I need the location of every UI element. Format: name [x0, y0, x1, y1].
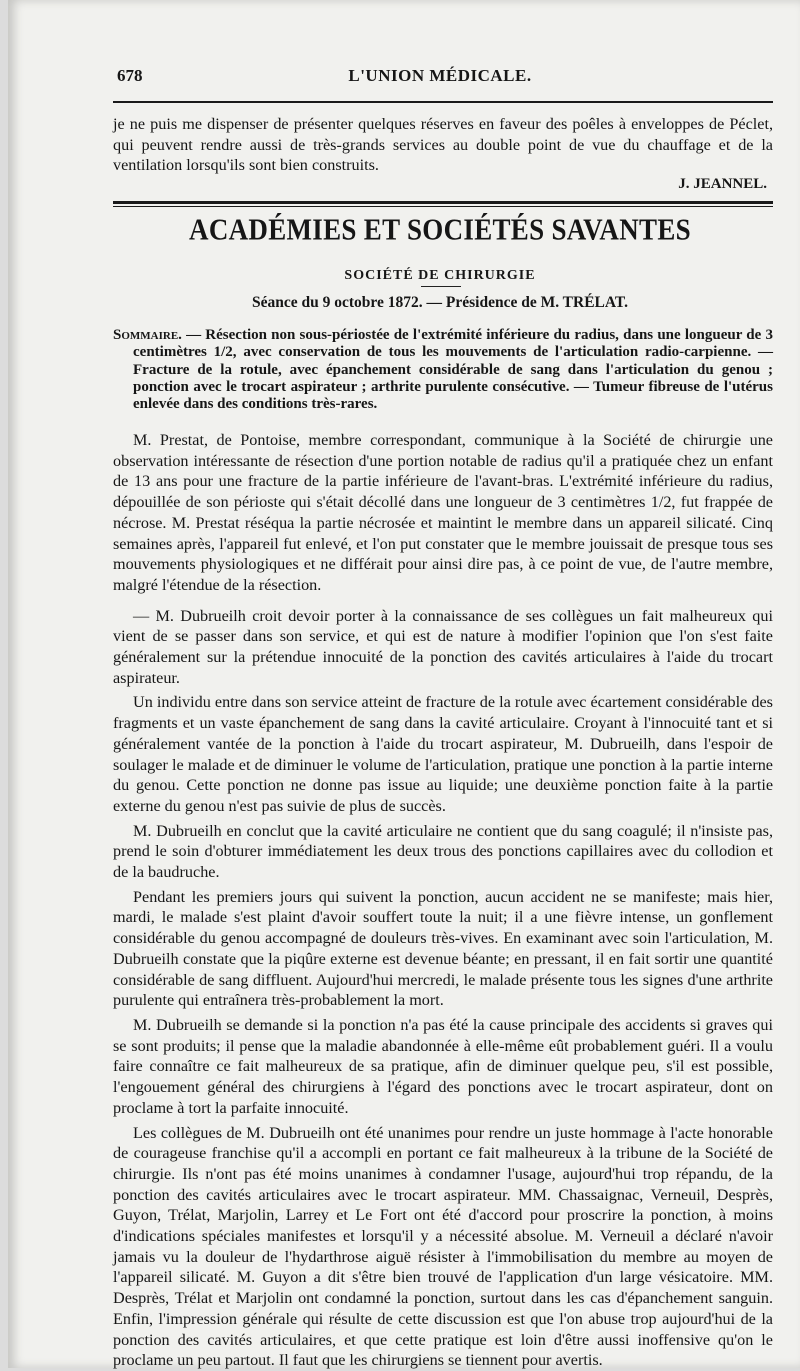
section-title: ACADÉMIES ET SOCIÉTÉS SAVANTES — [189, 211, 691, 247]
paragraph-reflection: M. Dubrueilh se demande si la ponction n'a pas été la cause principale des accidents si graves qui se sont produits; il pense que la maladie abandonnée à elle-même eût probablement guéri. Il a voulu faire connaître ce fait malheureux de sa pratique, afin de diminuer quelque peu, s'il est possible, l'engouement général des chirurgiens à l'égard des ponctions avec le trocart aspirateur, dont on proclame à tort la parfaite innocuité. — [113, 1015, 773, 1117]
summary-block — [113, 327, 773, 413]
summary-text: — Résection non sous-périostée de l'extrémité inférieure du radius, dans une longueur de 3 centimètres 1/2, avec conservation de tous les mouvements de l'articulation radio-carpienne. — Fracture de la rotule, avec épanchement considérable de sang dans l'articulation du genou ; ponction avec le trocart aspirateur ; arthrite purulente consécutive. — Tumeur fibreuse de l'utérus enlevée dans des conditions très-rares. — [133, 327, 773, 413]
running-head — [109, 66, 771, 88]
paragraph-dubrueilh-intro: — M. Dubrueilh croit devoir porter à la connaissance de ses collègues un fait malheureux qui vient de se passer dans son service, et qui est de nature à modifier l'opinion que l'on s'est faite généralement sur la prétendue innocuité de la ponction des cavités articulaires à l'aide du trocart aspirateur. — [113, 606, 773, 687]
paragraph-evolution: Pendant les premiers jours qui suivent la ponction, aucun accident ne se manifeste; mais hier, mardi, le malade s'est plaint d'avoir souffert toute la nuit; il a une fièvre intense, un gonflement considérable du genou accompagné de douleurs très-vives. En examinant avec soin l'articulation, M. Dubrueilh constate que la piqûre externe est devenue béante; en pressant, il en fait sortir une quantité considérable de sang diffluent. Aujourd'hui mercredi, le malade présente tous les signes d'une arthrite purulente qui entraînera très-probablement la mort. — [113, 887, 773, 1010]
page — [8, 0, 800, 1368]
paragraph-prestat: M. Prestat, de Pontoise, membre correspondant, communique à la Société de chirurgie une observation intéressante de résection d'une portion notable de radius qu'il a pratiquée chez un enfant de 13 ans pour une fracture de la partie inférieure de l'avant-bras. L'extrémité inférieure du radius, dépouillée de son périoste qui s'était décollé dans une longueur de 3 centimètres 1/2, fut frappée de nécrose. M. Prestat réséqua la partie nécrosée et maintint le membre dans un appareil silicaté. Cinq semaines après, l'appareil fut enlevé, et l'on put constater que le membre jouissait de presque tous ses mouvements physiologiques et ne différait pour ainsi dire pas, à ce point de vue, de l'autre membre, malgré l'étendue de la résection. — [113, 431, 773, 594]
paragraph-case: Un individu entre dans son service atteint de fracture de la rotule avec écartement considérable des fragments et un vaste épanchement de sang dans la cavité articulaire. Croyant à l'innocuité tant et si généralement vantée de la ponction à l'aide du trocart aspirateur, M. Dubrueilh, dans l'espoir de soulager le malade et de diminuer le volume de l'articulation, pratique une ponction à la partie interne du genou. Cette ponction ne donne pas issue au liquide; une deuxième ponction faite à la partie externe du genou n'est pas suivie de plus de succès. — [113, 693, 773, 815]
section-rule — [113, 201, 773, 207]
summary-paragraph — [113, 327, 773, 413]
session-line: Séance du 9 octobre 1872. — Présidence de M. TRÉLAT. — [252, 294, 628, 311]
opening-paragraph: je ne puis me dispenser de présenter quelques réserves en faveur des poêles à enveloppes de Péclet, qui peuvent rendre aussi de très-grands services au double point de vue du chauffage et de la ventilation lorsqu'ils sont bien construits. — [113, 115, 773, 175]
journal-title: L'UNION MÉDICALE. — [348, 66, 532, 85]
opening-paragraph-block — [113, 114, 773, 176]
signature: J. JEANNEL. — [678, 176, 767, 192]
society-name: SOCIÉTÉ DE CHIRURGIE — [344, 268, 536, 283]
summary-label: Sommaire. — [113, 327, 182, 343]
paragraph-discussion: Les collègues de M. Dubrueilh ont été unanimes pour rendre un juste hommage à l'acte honorable de courageuse franchise qu'il a accompli en portant ce fait malheureux à la tribune de la Société de chirurgie. Ils n'ont pas été moins unanimes à condamner l'usage, aujourd'hui trop répandu, de la ponction des cavités articulaires avec le trocart aspirateur. MM. Chassaignac, Verneuil, Desprès, Guyon, Trélat, Marjolin, Larrey et Le Fort ont été d'accord pour proscrire la ponction, à moins d'indications spéciales manifestes et lorsqu'il y a nécessité absolue. M. Verneuil a déclaré n'avoir jamais vu la douleur de l'hydarthrose aiguë résister à l'immobilisation du membre au moyen de l'appareil silicaté. M. Guyon a dit s'être bien trouvé de l'application d'un large vésicatoire. MM. Desprès, Trélat et Marjolin ont condamné la ponction, surtout dans les cas d'épanchement sanguin. Enfin, l'impression générale qui résulte de cette discussion est que l'on abuse trop aujourd'hui de la ponction des cavités articulaires, et que cette pratique est loin d'être aussi inoffensive qu'on le proclame un peu partout. Il faut que les chirurgiens se tiennent pour avertis. — [113, 1123, 773, 1370]
signature-block — [113, 174, 773, 195]
paragraph-conclusion: M. Dubrueilh en conclut que la cavité articulaire ne contient que du sang coagulé; il n'insiste pas, prend le soin d'obturer immédiatement les deux trous des ponctions capillaires avec du collodion et de la baudruche. — [113, 821, 773, 882]
page-number: 678 — [117, 66, 143, 85]
header-rule — [113, 101, 773, 103]
article-body — [113, 430, 773, 1371]
society-rule — [421, 286, 461, 287]
